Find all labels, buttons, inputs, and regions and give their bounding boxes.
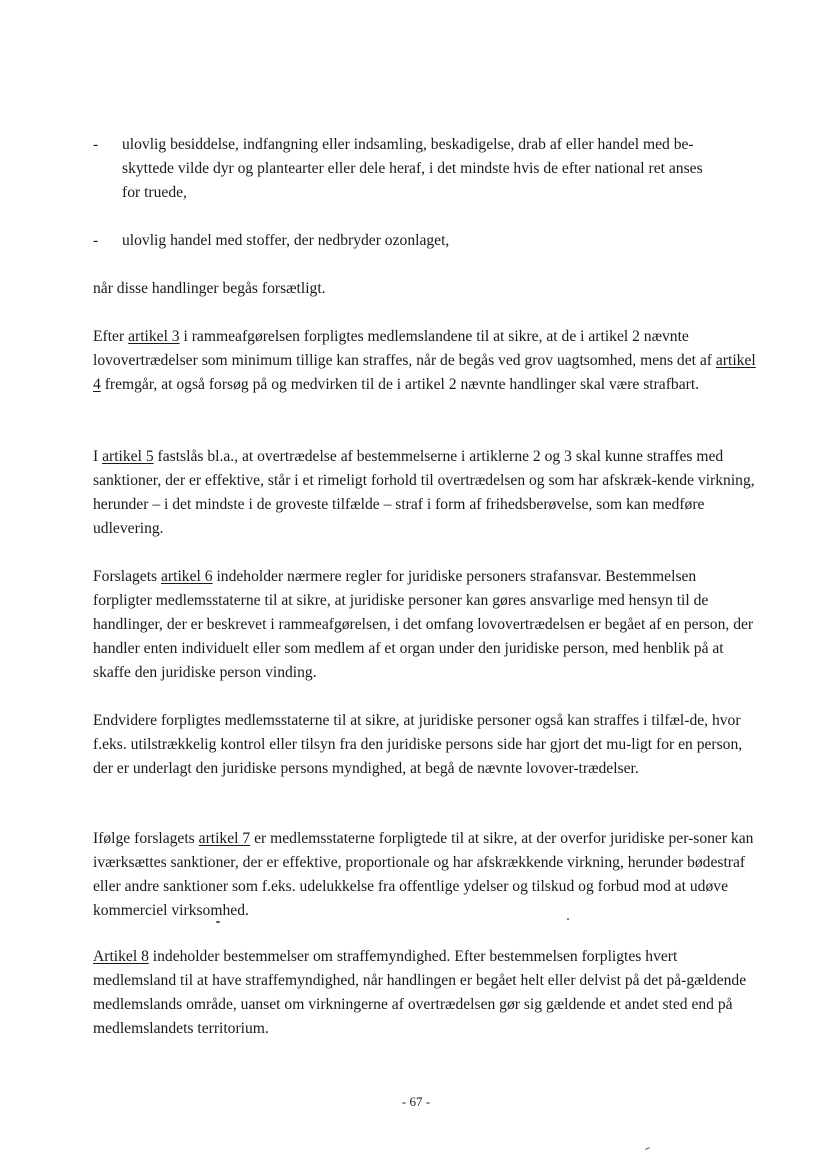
paragraph-article-7 bbox=[93, 827, 758, 923]
scan-speck bbox=[567, 918, 569, 920]
text-run: i rammeafgørelsen forpligtes medlemslandene til at sikre, at de i artikel 2 nævnte lovovertrædelser som minimum tillige kan straffes, når de begås ved grov uagtsomhed, mens det af bbox=[93, 328, 716, 369]
paragraph-article-6 bbox=[93, 565, 758, 685]
article-3-reference: artikel 3 bbox=[128, 328, 180, 345]
text-run: fastslås bl.a., at overtrædelse af bestemmelserne i artiklerne 2 og 3 skal kunne straffes med sanktioner, der er effektive, står i et rimeligt forhold til overtrædelsen og som har afskræk-kende virkning, herunder – i det mindste i de groveste tilfælde – straf i form af frihedsberøvelse, som kan medføre udlevering. bbox=[93, 448, 755, 537]
paragraph-article-5 bbox=[93, 445, 758, 541]
text-run: indeholder bestemmelser om straffemyndighed. Efter bestemmelsen forpligtes hvert medlemsland til at have straffemyndighed, når handlingen er begået helt eller delvist på det på-gældende medlemslands område, uanset om virkningerne af overtrædelsen gør sig gældende et andet sted end på medlemslandets territorium. bbox=[93, 948, 747, 1037]
text-run: Forslagets bbox=[93, 568, 162, 585]
bullet-line: skyttede vilde dyr og plantearter eller dele heraf, i det mindste hvis de efter national ret anses bbox=[122, 160, 703, 177]
article-5-reference: artikel 5 bbox=[102, 448, 154, 465]
text-run: indeholder nærmere regler for juridiske personers strafansvar. Bestemmelsen forpligter medlemsstaterne til at sikre, at juridiske personer kan gøres ansvarlige med hensyn til de handlinger, der er beskrevet i rammeafgørelsen, i det omfang lovovertrædelsen er begået af en person, der handler enten individuelt eller som medlem af et organ under den juridiske person, med henblik på at skaffe den juridiske person vinding. bbox=[93, 568, 754, 681]
paragraph-article-8 bbox=[93, 945, 758, 1041]
bullet-dash: - bbox=[93, 136, 99, 153]
bullet-line: for truede, bbox=[122, 184, 187, 201]
article-8-reference: Artikel 8 bbox=[93, 948, 149, 965]
scan-speck bbox=[645, 1147, 650, 1150]
paragraph-supervision: Endvidere forpligtes medlemsstaterne til at sikre, at juridiske personer også kan straffes i tilfæl-de, hvor f.eks. utilstrækkelig kontrol eller tilsyn fra den juridiske persons side har gjort det mu-ligt for en person, der er underlagt den juridiske persons myndighed, at begå de nævnte lovover-trædelser. bbox=[93, 712, 743, 777]
paragraph-intent: når disse handlinger begås forsætligt. bbox=[93, 280, 326, 297]
scan-speck bbox=[216, 921, 220, 923]
bullet-item-ozone-substances bbox=[93, 229, 753, 253]
text-run: I bbox=[93, 448, 103, 465]
article-7-reference: artikel 7 bbox=[198, 830, 251, 847]
article-4-reference: artikel 4 bbox=[93, 352, 756, 393]
bullet-item-protected-species bbox=[93, 133, 753, 205]
paragraph-article-3-4 bbox=[93, 325, 758, 397]
article-6-reference: artikel 6 bbox=[161, 568, 213, 585]
page-number: - 67 - bbox=[401, 1094, 431, 1109]
text-run: Ifølge forslagets bbox=[93, 830, 199, 847]
bullet-line: ulovlig handel med stoffer, der nedbryder ozonlaget, bbox=[122, 232, 450, 249]
text-run: er medlemsstaterne forpligtede til at sikre, at der overfor juridiske per-soner kan iværksættes sanktioner, der er effektive, proportionale og har afskrækkende virkning, herunder bødestraf eller andre sanktioner som f.eks. udelukkelse fra offentlige ydelser og tilskud og forbud mod at udøve kommerciel virksomhed. bbox=[93, 830, 754, 919]
text-run: fremgår, at også forsøg på og medvirken til de i artikel 2 nævnte handlinger skal være strafbart. bbox=[100, 376, 700, 393]
text-run: Efter bbox=[93, 328, 129, 345]
bullet-line: ulovlig besiddelse, indfangning eller indsamling, beskadigelse, drab af eller handel med be- bbox=[122, 136, 694, 153]
bullet-dash: - bbox=[93, 232, 99, 249]
